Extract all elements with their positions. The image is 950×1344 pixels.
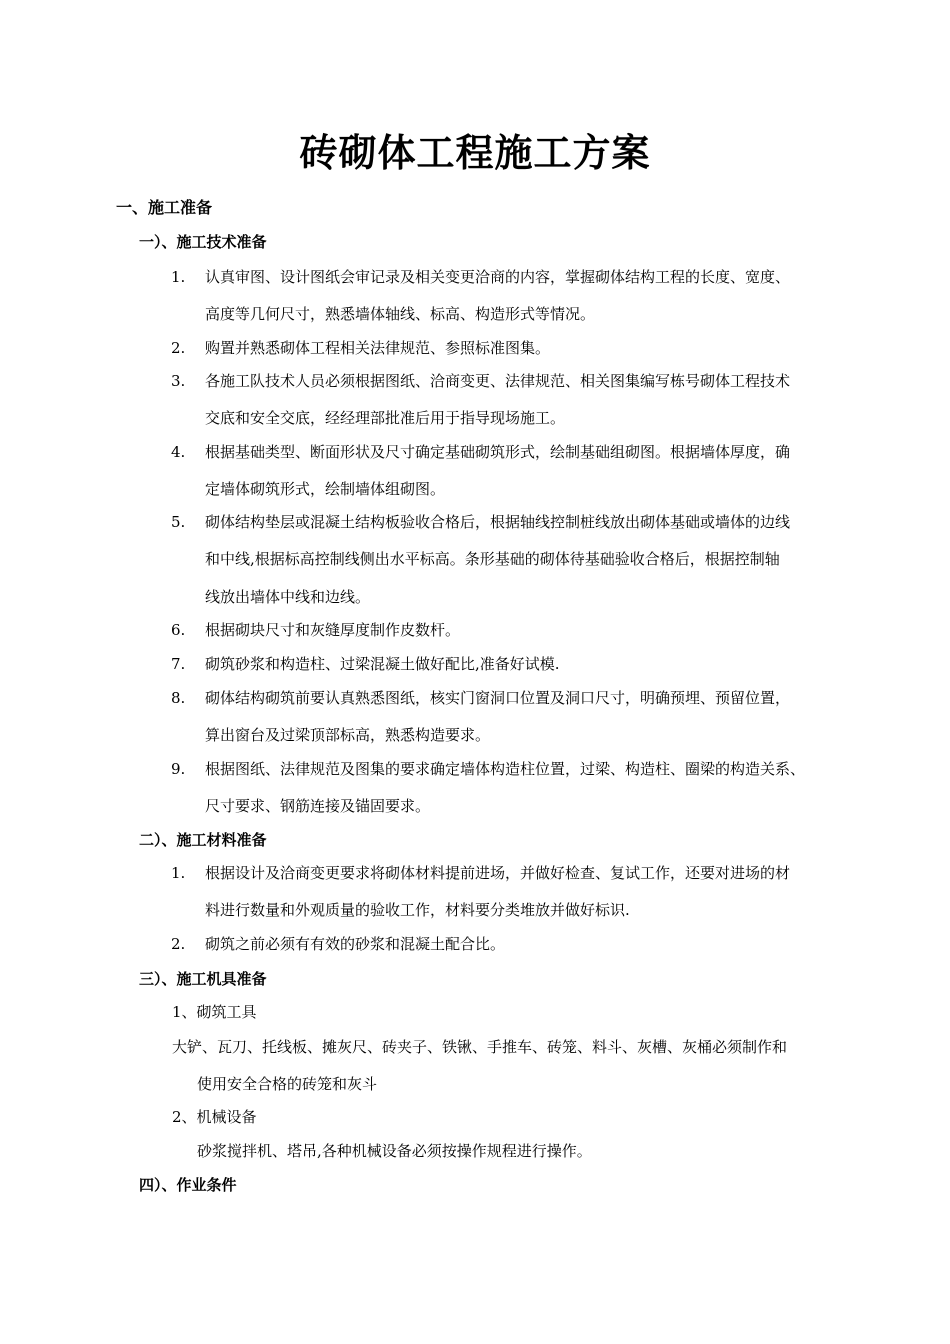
list-item-number: 2. [171, 339, 186, 357]
list-item-text: 购置并熟悉砌体工程相关法律规范、参照标准图集。 [205, 339, 551, 357]
list-item-text: 各施工队技术人员必须根据图纸、洽商变更、法律规范、相关图集编写栋号砌体工程技术 [205, 372, 791, 390]
machines-text: 砂浆搅拌机、塔吊,各种机械设备必须按操作规程进行操作。 [197, 1142, 592, 1160]
subsection-heading-machinery: 三）、施工机具准备 [139, 970, 267, 988]
list-item-number: 8. [171, 689, 186, 707]
list-item-text: 算出窗台及过梁顶部标高，熟悉构造要求。 [205, 726, 491, 744]
list-item-text: 高度等几何尺寸，熟悉墙体轴线、标高、构造形式等情况。 [205, 305, 596, 323]
section-heading-preparation: 一、施工准备 [116, 198, 213, 217]
list-item-text: 线放出墙体中线和边线。 [205, 588, 371, 606]
tools-text: 使用安全合格的砖笼和灰斗 [197, 1075, 378, 1093]
list-item-text: 认真审图、设计图纸会审记录及相关变更洽商的内容，掌握砌体结构工程的长度、宽度、 [205, 268, 791, 286]
list-item-text: 砌筑之前必须有有效的砂浆和混凝土配合比。 [205, 935, 506, 953]
list-item-text: 交底和安全交底，经经理部批准后用于指导现场施工。 [205, 409, 566, 427]
list-item-text: 和中线,根据标高控制线侧出水平标高。条形基础的砌体待基础验收合格后，根据控制轴 [205, 550, 780, 568]
list-item-number: 1. [171, 864, 186, 882]
subsection-heading-technical: 一）、施工技术准备 [139, 233, 267, 251]
subsection-heading-materials: 二）、施工材料准备 [139, 831, 267, 849]
list-item-number: 6. [171, 621, 186, 639]
list-item-number: 3. [171, 372, 186, 390]
list-item-text: 根据砌块尺寸和灰缝厚度制作皮数杆。 [205, 621, 461, 639]
tools-text: 大铲、瓦刀、托线板、摊灰尺、砖夹子、铁锹、手推车、砖笼、料斗、灰槽、灰桶必须制作和 [172, 1038, 788, 1056]
list-item-text: 砌筑砂浆和构造柱、过梁混凝土做好配比,准备好试模. [205, 655, 560, 673]
list-item-number: 4. [171, 443, 186, 461]
page-title: 砖砌体工程施工方案 [299, 130, 651, 175]
list-item-text: 根据基础类型、断面形状及尺寸确定基础砌筑形式，绘制基础组砌图。根据墙体厚度，确 [205, 443, 791, 461]
machines-label: 2、机械设备 [172, 1108, 257, 1126]
list-item-text: 砌体结构垫层或混凝土结构板验收合格后，根据轴线控制桩线放出砌体基础或墙体的边线 [205, 513, 791, 531]
list-item-number: 9. [171, 760, 186, 778]
list-item-text: 尺寸要求、钢筋连接及锚固要求。 [205, 797, 431, 815]
list-item-text: 定墙体砌筑形式，绘制墙体组砌图。 [205, 480, 446, 498]
list-item-text: 根据设计及洽商变更要求将砌体材料提前进场，并做好检查、复试工作，还要对进场的材 [205, 864, 791, 882]
tools-label: 1、砌筑工具 [172, 1003, 257, 1021]
list-item-text: 料进行数量和外观质量的验收工作，材料要分类堆放并做好标识. [205, 901, 630, 919]
list-item-text: 根据图纸、法律规范及图集的要求确定墙体构造柱位置，过梁、构造柱、圈梁的构造关系、 [205, 760, 806, 778]
list-item-number: 7. [171, 655, 186, 673]
list-item-text: 砌体结构砌筑前要认真熟悉图纸，核实门窗洞口位置及洞口尺寸，明确预埋、预留位置， [205, 689, 791, 707]
list-item-number: 2. [171, 935, 186, 953]
list-item-number: 1. [171, 268, 186, 286]
subsection-heading-conditions: 四）、作业条件 [139, 1176, 237, 1194]
list-item-number: 5. [171, 513, 186, 531]
